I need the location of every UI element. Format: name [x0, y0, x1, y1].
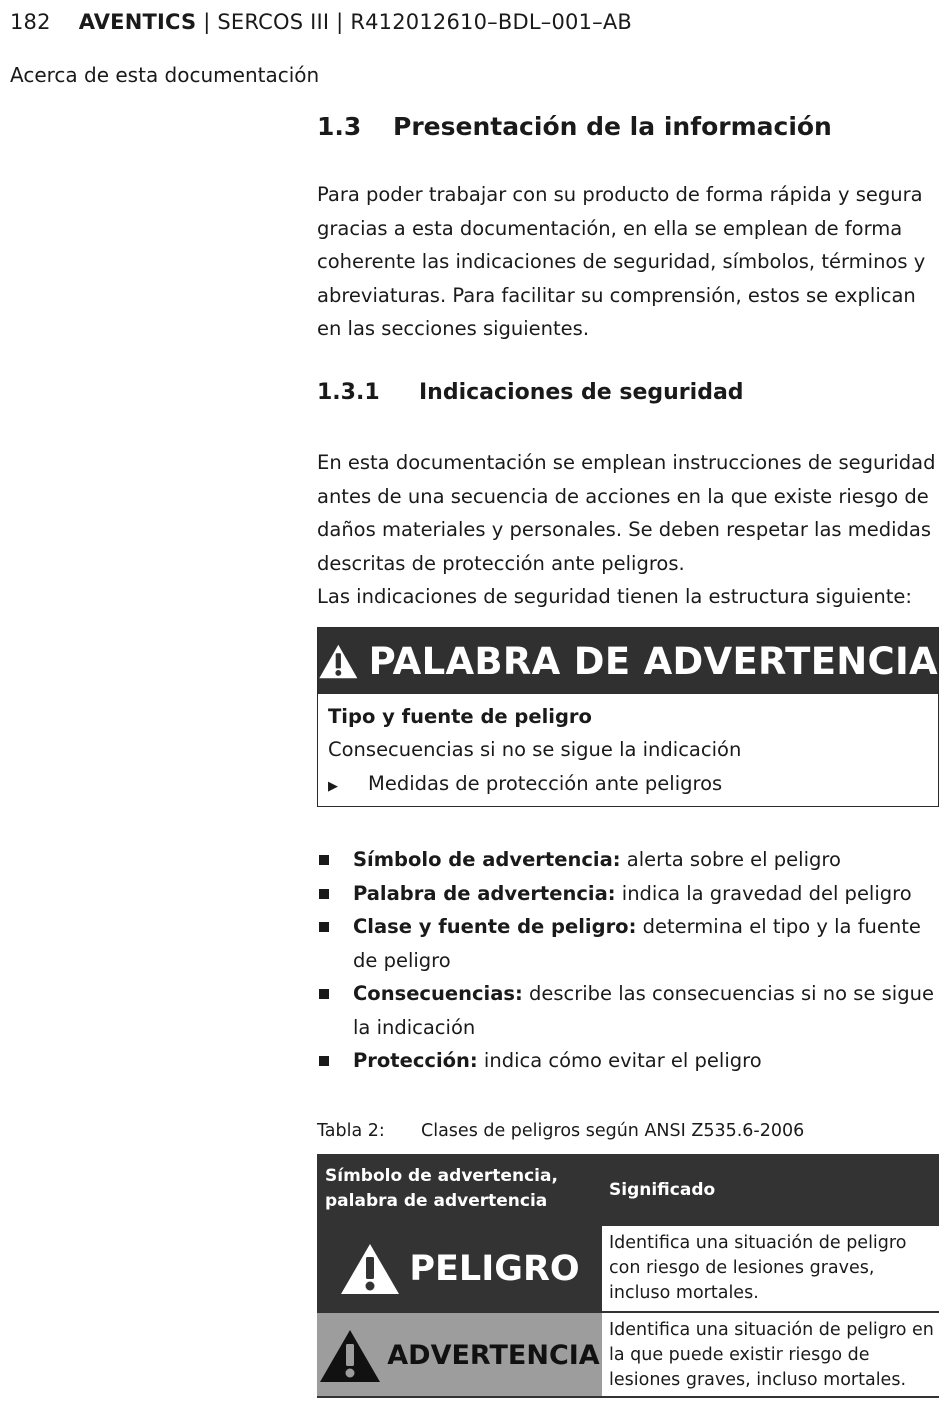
warning-triangle-icon — [319, 1329, 381, 1383]
list-item-text: indica la gravedad del peligro — [615, 881, 912, 905]
table-header-symbol — [317, 1154, 602, 1226]
square-bullet-icon — [319, 922, 329, 932]
warning-box-header — [318, 628, 938, 694]
warning-triangle-icon — [339, 1242, 401, 1296]
table-row — [317, 1226, 939, 1312]
bullet-list — [317, 843, 939, 1078]
list-item-term: Consecuencias: — [353, 982, 523, 1005]
table-caption-label: Tabla 2: — [317, 1121, 385, 1141]
signal-word: ADVERTENCIA — [387, 1340, 600, 1371]
warning-box — [317, 627, 939, 807]
heading-number: 1.3.1 — [317, 380, 380, 405]
square-bullet-icon — [319, 989, 329, 999]
document-id: | SERCOS III | R412012610–BDL–001–AB — [196, 10, 633, 34]
page-header — [10, 10, 632, 34]
list-item-text: alerta sobre el peligro — [620, 848, 841, 871]
list-item-text: indica cómo evitar el peligro — [477, 1049, 762, 1072]
list-item-term: Símbolo de advertencia: — [353, 848, 621, 871]
square-bullet-icon — [319, 889, 329, 899]
signal-word: PELIGRO — [409, 1249, 580, 1289]
list-item-term: Palabra de advertencia: — [353, 881, 616, 905]
heading-1-3 — [317, 112, 939, 141]
warning-signal — [317, 1313, 602, 1398]
table-header-meaning: Significado — [609, 1180, 716, 1200]
heading-title: Indicaciones de seguridad — [419, 380, 744, 405]
signal-meaning: Identifica una situación de peligro en la que puede existir riesgo de lesiones graves, incluso mortales. — [602, 1313, 939, 1398]
warning-measures — [328, 772, 722, 795]
heading-number: 1.3 — [317, 112, 362, 141]
table-bottom-rule — [317, 1396, 939, 1398]
table-row — [317, 1312, 939, 1398]
list-item-text: determina el tipo y la fuente de peligro — [353, 915, 921, 972]
list-item-term: Protección: — [353, 1049, 478, 1072]
table-header-line: palabra de advertencia — [325, 1191, 548, 1211]
square-bullet-icon — [319, 1056, 329, 1066]
signal-meaning: Identifica una situación de peligro con riesgo de lesiones graves, incluso mortales. — [602, 1226, 939, 1312]
arrow-right-icon: ▶ — [328, 779, 338, 794]
list-item — [317, 910, 939, 977]
warning-triangle-icon — [318, 634, 359, 689]
square-bullet-icon — [319, 855, 329, 865]
list-item — [317, 1044, 939, 1078]
list-item — [317, 843, 939, 877]
list-item — [317, 877, 939, 911]
list-item-text: describe las consecuencias si no se sigue la indicación — [353, 982, 934, 1039]
section-tag: Acerca de esta documentación — [10, 63, 320, 87]
heading-title: Presentación de la información — [393, 112, 832, 141]
table-caption-text: Clases de peligros según ANSI Z535.6-2006 — [421, 1121, 805, 1141]
structure-line: Las indicaciones de seguridad tienen la estructura siguiente: — [317, 585, 912, 608]
safety-paragraph: En esta documentación se emplean instrucciones de seguridad antes de una secuencia de acciones en la que existe riesgo de daños materiales y personales. Se deben respetar las medidas descritas de protección ante peligros. — [317, 451, 936, 575]
table-header-line: Símbolo de advertencia, — [325, 1166, 558, 1186]
intro-paragraph: Para poder trabajar con su producto de forma rápida y segura gracias a esta documentación, en ella se emplean de forma coherente las indicaciones de seguridad, símbolos, términos y abreviaturas. Para facilitar su comprensión, estos se explican en las secciones siguientes. — [317, 183, 926, 340]
warning-measures-text: Medidas de protección ante peligros — [368, 772, 723, 795]
list-item — [317, 977, 939, 1044]
page-number: 182 — [10, 10, 51, 34]
warning-type-source: Tipo y fuente de peligro — [328, 705, 592, 728]
danger-signal — [317, 1226, 602, 1312]
heading-1-3-1 — [317, 380, 939, 405]
warning-box-title: PALABRA DE ADVERTENCIA — [368, 639, 938, 683]
list-item-term: Clase y fuente de peligro: — [353, 915, 637, 938]
brand-name: AVENTICS — [78, 10, 197, 34]
hazard-table — [317, 1154, 939, 1397]
warning-consequences: Consecuencias si no se sigue la indicación — [328, 738, 742, 761]
table-caption — [317, 1121, 939, 1141]
table-header — [317, 1154, 939, 1226]
